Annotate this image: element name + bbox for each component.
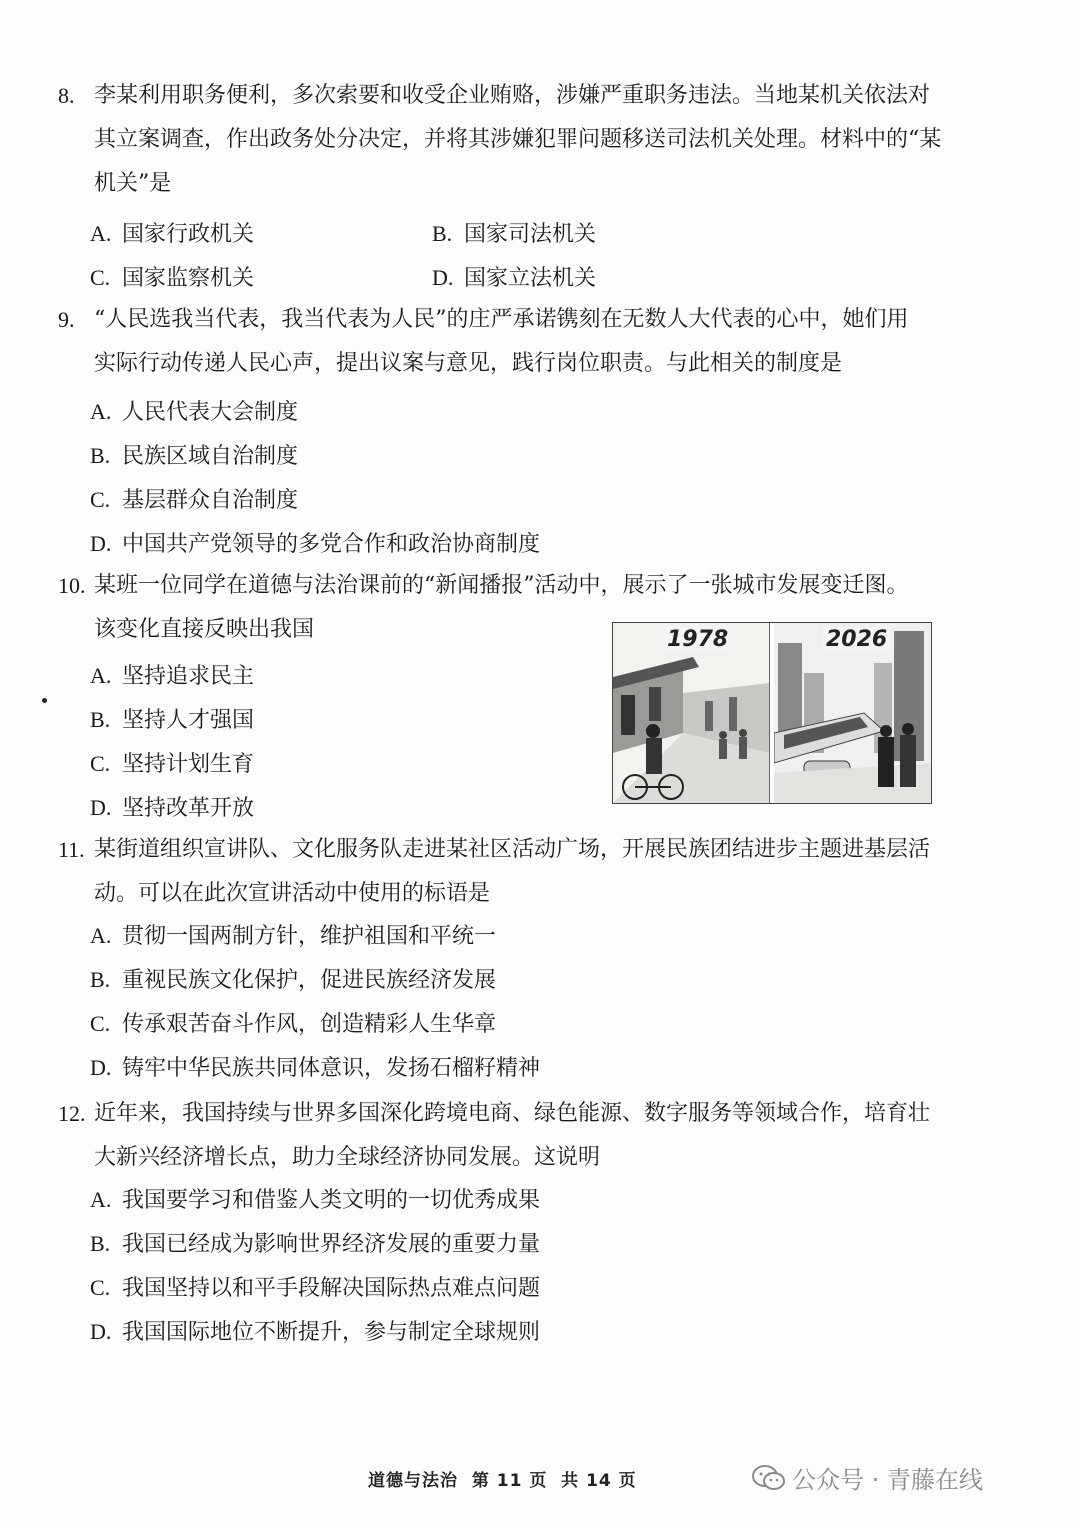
stem-line: 机关”是 bbox=[94, 171, 172, 196]
option-d[interactable]: D. 坚持改革开放 bbox=[90, 795, 255, 821]
option-c[interactable]: C. 坚持计划生育 bbox=[90, 751, 255, 777]
option-c[interactable]: C. 国家监察机关 bbox=[90, 265, 255, 291]
option-d[interactable]: D. 铸牢中华民族共同体意识，发扬石榴籽精神 bbox=[90, 1055, 541, 1081]
question-number: 8. bbox=[58, 83, 75, 108]
question-11 bbox=[58, 828, 1008, 916]
question-9 bbox=[58, 298, 1008, 386]
option-a[interactable]: A. 我国要学习和借鉴人类文明的一切优秀成果 bbox=[90, 1187, 541, 1213]
stem-line: 实际行动传递人民心声，提出议案与意见，践行岗位职责。与此相关的制度是 bbox=[94, 351, 843, 376]
year-label-right: 2026 bbox=[822, 627, 891, 652]
option-b[interactable]: B. 重视民族文化保护，促进民族经济发展 bbox=[90, 967, 497, 993]
option-b[interactable]: B. 我国已经成为影响世界经济发展的重要力量 bbox=[90, 1231, 541, 1257]
option-b[interactable]: B. 坚持人才强国 bbox=[90, 707, 255, 733]
option-d[interactable]: D. 中国共产党领导的多党合作和政治协商制度 bbox=[90, 531, 541, 557]
option-c[interactable]: C. 传承艰苦奋斗作风，创造精彩人生华章 bbox=[90, 1011, 497, 1037]
question-stem bbox=[94, 828, 1008, 916]
question-8 bbox=[58, 74, 1008, 206]
panel-1978 bbox=[613, 623, 769, 803]
year-label-left: 1978 bbox=[663, 627, 732, 652]
question-number: 12. bbox=[58, 1101, 86, 1126]
panel-2026 bbox=[774, 623, 931, 803]
option-b[interactable]: B. 国家司法机关 bbox=[432, 221, 597, 247]
scan-speck bbox=[42, 698, 47, 703]
stem-line: “人民选我当代表，我当代表为人民”的庄严承诺镌刻在无数人大代表的心中，她们用 bbox=[94, 307, 909, 332]
question-stem bbox=[94, 74, 1008, 206]
stem-line: 该变化直接反映出我国 bbox=[94, 617, 315, 642]
option-a[interactable]: A. 人民代表大会制度 bbox=[90, 399, 299, 425]
watermark-text: 公众号 · 青藤在线 bbox=[792, 1466, 983, 1494]
option-a[interactable]: A. 国家行政机关 bbox=[90, 221, 255, 247]
question-12 bbox=[58, 1092, 1008, 1180]
stem-line: 某班一位同学在道德与法治课前的“新闻播报”活动中，展示了一张城市发展变迁图。 bbox=[94, 573, 909, 598]
wechat-icon bbox=[752, 1464, 786, 1498]
option-c[interactable]: C. 我国坚持以和平手段解决国际热点难点问题 bbox=[90, 1275, 541, 1301]
watermark bbox=[752, 1460, 983, 1498]
option-a[interactable]: A. 贯彻一国两制方针，维护祖国和平统一 bbox=[90, 923, 497, 949]
question-stem bbox=[94, 1092, 1008, 1180]
option-c[interactable]: C. 基层群众自治制度 bbox=[90, 487, 299, 513]
page-footer: 道德与法治 第 11 页 共 14 页 bbox=[368, 1471, 637, 1491]
question-number: 9. bbox=[58, 307, 75, 332]
stem-line: 某街道组织宣讲队、文化服务队走进某社区活动广场，开展民族团结进步主题进基层活 bbox=[94, 837, 931, 862]
option-a[interactable]: A. 坚持追求民主 bbox=[90, 663, 255, 689]
stem-line: 李某利用职务便利，多次索要和收受企业贿赂，涉嫌严重职务违法。当地某机关依法对 bbox=[94, 83, 931, 108]
option-d[interactable]: D. 国家立法机关 bbox=[432, 265, 597, 291]
city-change-figure bbox=[612, 622, 932, 804]
stem-line: 大新兴经济增长点，助力全球经济协同发展。这说明 bbox=[94, 1145, 601, 1170]
stem-line: 近年来，我国持续与世界多国深化跨境电商、绿色能源、数字服务等领域合作，培育壮 bbox=[94, 1101, 931, 1126]
question-number: 10. bbox=[58, 573, 86, 598]
question-stem bbox=[94, 298, 1008, 386]
stem-line: 动。可以在此次宣讲活动中使用的标语是 bbox=[94, 881, 491, 906]
option-d[interactable]: D. 我国国际地位不断提升，参与制定全球规则 bbox=[90, 1319, 541, 1345]
question-number: 11. bbox=[58, 837, 85, 862]
stem-line: 其立案调查，作出政务处分决定，并将其涉嫌犯罪问题移送司法机关处理。材料中的“某 bbox=[94, 127, 942, 152]
option-b[interactable]: B. 民族区域自治制度 bbox=[90, 443, 299, 469]
